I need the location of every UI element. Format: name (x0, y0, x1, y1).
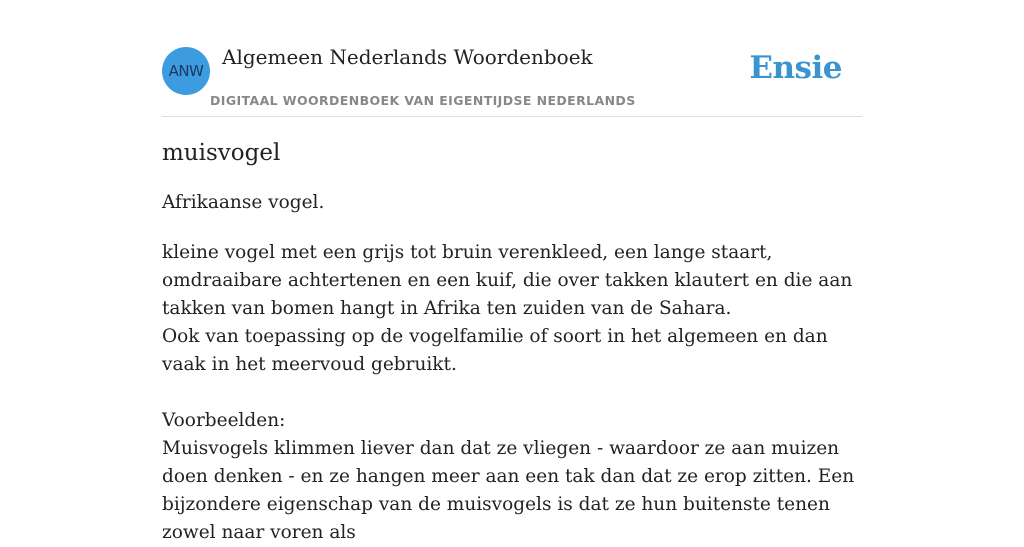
short-definition: Afrikaanse vogel. (162, 192, 325, 213)
spacer (162, 379, 862, 407)
site-subtitle: DIGITAAL WOORDENBOEK VAN EIGENTIJDSE NEDERLANDS (210, 93, 636, 108)
long-definition (162, 239, 862, 547)
entry-title: muisvogel (162, 140, 281, 166)
definition-usage-note: Ook van toepassing op de vogelfamilie of soort in het algemeen en dan vaak in het meervoud gebruikt. (162, 326, 828, 375)
anw-logo-text: ANW (168, 62, 204, 80)
ensie-brand-link[interactable]: Ensie (749, 50, 842, 86)
definition-paragraph: kleine vogel met een grijs tot bruin verenkleed, een lange staart, omdraaibare achtertenen en een kuif, die over takken klautert en die aan takken van bomen hangt in Afrika ten zuiden van de Sahara. (162, 242, 853, 319)
examples-label: Voorbeelden: (162, 410, 286, 431)
site-title[interactable]: Algemeen Nederlands Woordenboek (222, 45, 593, 69)
main-container (162, 0, 862, 543)
anw-logo[interactable] (162, 47, 210, 95)
site-header (162, 0, 862, 117)
examples-text: Muisvogels klimmen liever dan dat ze vliegen - waardoor ze aan muizen doen denken - en ze hangen meer aan een tak dan dat ze erop zitten. Een bijzondere eigenschap van de muisvogels is dat ze hun buitenste tenen zowel naar voren als (162, 438, 855, 543)
